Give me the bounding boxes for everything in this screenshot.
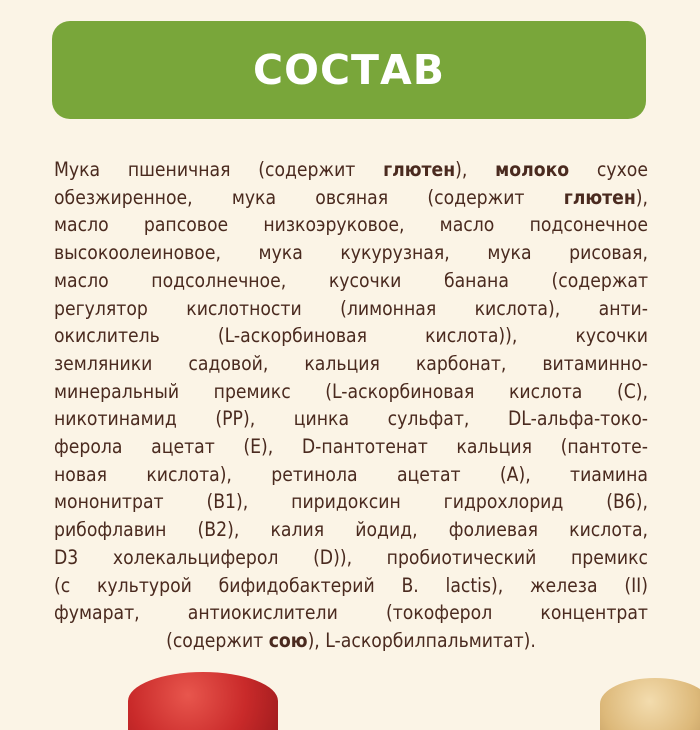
ingredient-line: [54, 295, 648, 323]
allergen-text: сою: [268, 628, 308, 652]
ingredient-text: мононитрат (В1), пиридоксин гидрохлорид (В6),: [54, 490, 648, 514]
ingredient-text: минеральный премикс (L-аскорбиновая кислота (С),: [54, 379, 648, 403]
page-title: СОСТАВ: [253, 46, 445, 94]
ingredient-text: ),: [635, 185, 648, 209]
ingredient-line: [54, 239, 648, 267]
ingredient-line: [54, 378, 648, 406]
ingredient-line: [54, 156, 648, 184]
ingredient-text: окислитель (L-аскорбиновая кислота)), кусочки: [54, 324, 648, 348]
ingredient-text: D3 холекальциферол (D)), пробиотический премикс: [54, 545, 648, 569]
ingredients-text: [54, 156, 648, 655]
ingredient-text: земляники садовой, кальция карбонат, витаминно-: [54, 351, 648, 375]
ingredient-text: ),: [455, 158, 496, 181]
allergen-text: глютен: [383, 158, 456, 181]
ingredient-line: [54, 433, 648, 461]
strawberry-image: [128, 672, 278, 730]
title-banner: [52, 21, 646, 119]
ingredient-line: [54, 599, 648, 627]
ingredient-text: фумарат, антиокислители (токоферол концентрат: [54, 601, 648, 625]
ingredient-text: обезжиренное, мука овсяная (содержит: [54, 185, 564, 209]
ingredient-line: [54, 405, 648, 433]
ingredient-text: ферола ацетат (Е), D-пантотенат кальция (пантоте-: [54, 435, 648, 459]
ingredient-line: [54, 461, 648, 489]
ingredient-line: [54, 350, 648, 378]
ingredient-text: (с культурой бифидобактерий B. lactis), железа (II): [54, 573, 648, 597]
ingredient-text: рибофлавин (В2), калия йодид, фолиевая кислота,: [54, 518, 648, 542]
oat-flakes-image: [600, 678, 700, 730]
ingredient-text: высокоолеиновое, мука кукурузная, мука рисовая,: [54, 241, 648, 265]
allergen-text: глютен: [563, 185, 636, 209]
allergen-text: молоко: [495, 158, 570, 181]
ingredient-line: [54, 572, 648, 600]
ingredient-text: Мука пшеничная (содержит: [54, 158, 384, 181]
ingredient-text: масло подсолнечное, кусочки банана (содержат: [54, 268, 648, 292]
ingredient-text: (содержит: [166, 628, 269, 652]
ingredient-line: [54, 322, 648, 350]
ingredient-line: [54, 267, 648, 295]
ingredient-text: никотинамид (РР), цинка сульфат, DL-альфа-токо-: [54, 407, 648, 431]
ingredient-line: [54, 488, 648, 516]
ingredient-text: регулятор кислотности (лимонная кислота), анти-: [54, 296, 648, 320]
ingredient-text: масло рапсовое низкоэруковое, масло подсонечное: [54, 213, 648, 237]
ingredient-text: новая кислота), ретинола ацетат (А), тиамина: [54, 462, 648, 486]
ingredient-line: [54, 544, 648, 572]
ingredient-line: [54, 211, 648, 239]
ingredient-line: [54, 516, 648, 544]
ingredient-text: сухое: [569, 158, 648, 181]
ingredient-line: [54, 627, 648, 655]
ingredient-line: [54, 184, 648, 212]
ingredient-text: ), L-аскорбилпальмитат).: [307, 628, 536, 652]
